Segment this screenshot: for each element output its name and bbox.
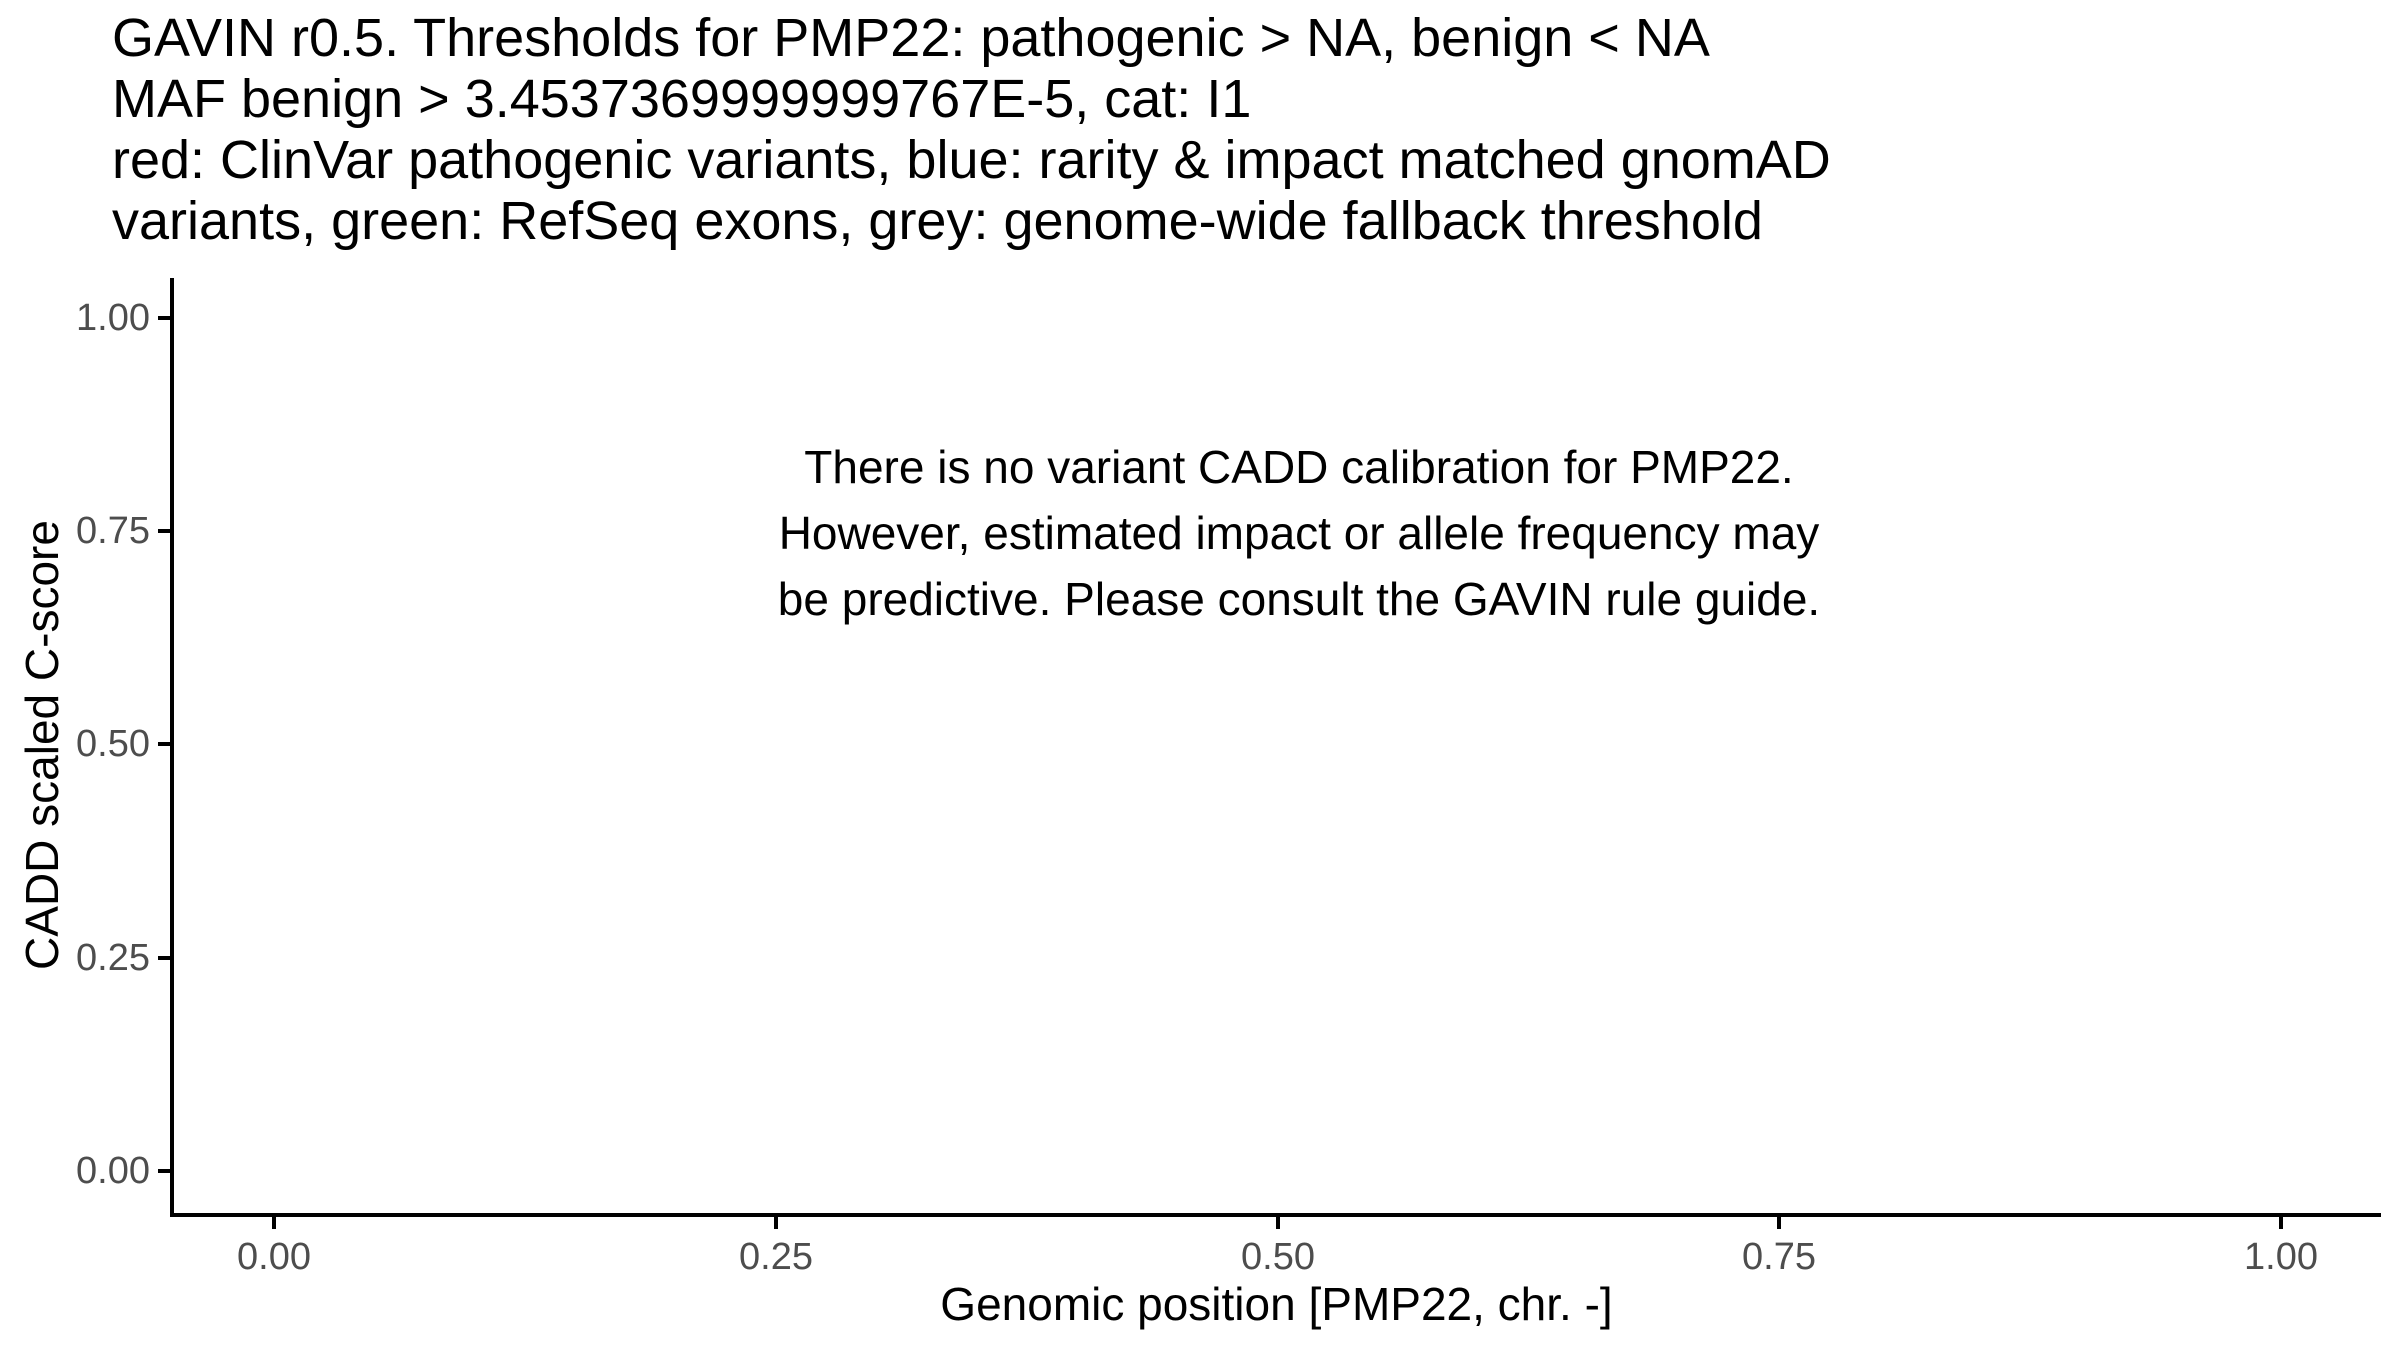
plot-annotation [674,434,1924,632]
x-tick-label: 0.00 [237,1236,311,1278]
x-axis-title: Genomic position [PMP22, chr. -] [940,1278,1613,1330]
y-tick-label: 0.50 [76,723,150,765]
y-tick-label: 1.00 [76,297,150,339]
plot-annotation-line: There is no variant CADD calibration for PMP22. [804,441,1794,493]
y-tick-mark [158,742,170,746]
plot-panel [76,278,2381,1278]
x-tick-label: 0.75 [1742,1236,1816,1278]
plot-annotation-line: be predictive. Please consult the GAVIN rule guide. [777,573,1821,625]
plot-annotation-line: However, estimated impact or allele frequency may [778,507,1820,559]
x-tick-mark [1777,1217,1781,1229]
x-tick-mark [2279,1217,2283,1229]
y-tick-mark [158,529,170,533]
y-tick-label: 0.00 [76,1150,150,1192]
chart-title [112,8,1831,252]
chart-title-line: GAVIN r0.5. Thresholds for PMP22: pathogenic > NA, benign < NA [112,8,1710,68]
y-tick-mark [158,316,170,320]
y-tick-label: 0.75 [76,510,150,552]
x-tick-mark [774,1217,778,1229]
x-tick-label: 1.00 [2244,1236,2318,1278]
y-axis-title: CADD scaled C-score [16,520,68,970]
x-tick-mark [1276,1217,1280,1229]
chart-title-line: red: ClinVar pathogenic variants, blue: rarity & impact matched gnomAD [112,130,1831,190]
chart-title-line: variants, green: RefSeq exons, grey: genome-wide fallback threshold [112,191,1763,251]
x-tick-label: 0.50 [1241,1236,1315,1278]
x-tick-label: 0.25 [739,1236,813,1278]
y-tick-mark [158,1169,170,1173]
y-tick-mark [158,956,170,960]
y-tick-label: 0.25 [76,937,150,979]
x-tick-mark [272,1217,276,1229]
chart-title-line: MAF benign > 3.4537369999999767E-5, cat: I1 [112,69,1252,129]
